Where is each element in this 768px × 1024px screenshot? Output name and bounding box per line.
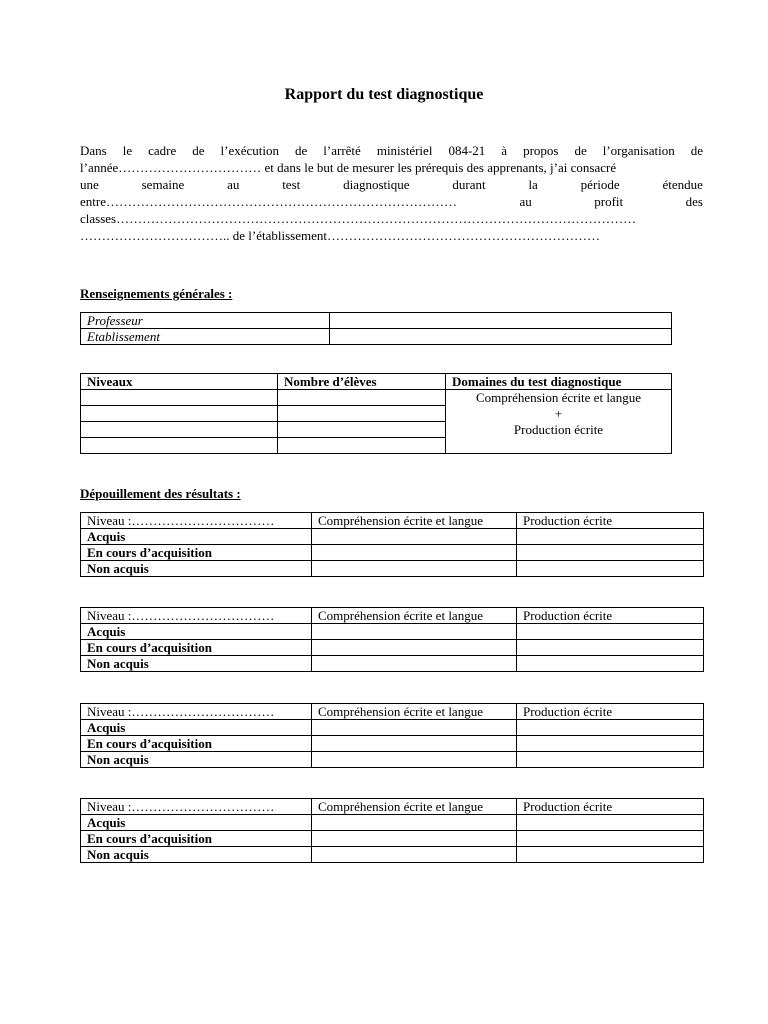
intro-word: test: [282, 177, 301, 192]
results-table: [80, 512, 704, 577]
result-row-label: Non acquis: [81, 561, 312, 577]
intro-line-5: classes…………………………………………………………………………………………………………: [80, 211, 637, 226]
production-cell[interactable]: [517, 815, 704, 831]
comprehension-cell[interactable]: [312, 624, 517, 640]
intro-line-6: …………………………….. de l’établissement………………………………………………………: [80, 228, 600, 243]
intro-word: de: [574, 143, 587, 158]
production-cell[interactable]: [517, 656, 704, 672]
production-cell[interactable]: [517, 736, 704, 752]
production-cell[interactable]: [517, 624, 704, 640]
table-header-row: [81, 513, 704, 529]
comprehension-cell[interactable]: [312, 847, 517, 863]
niveau-label: Niveau :……………………………: [81, 799, 312, 815]
production-cell[interactable]: [517, 545, 704, 561]
domain-comprehension: Compréhension écrite et langue: [476, 390, 641, 405]
intro-word: la: [528, 177, 538, 192]
table-row: [81, 313, 672, 329]
intro-word: durant: [452, 177, 486, 192]
intro-word: cadre: [148, 143, 177, 158]
intro-word: entre………………………………………………………………………: [80, 194, 457, 209]
comprehension-cell[interactable]: [312, 529, 517, 545]
intro-word: ministériel: [376, 143, 433, 158]
nombre-cell[interactable]: [278, 422, 446, 438]
production-header: Production écrite: [517, 513, 704, 529]
comprehension-cell[interactable]: [312, 720, 517, 736]
intro-word: période: [580, 177, 620, 192]
nombre-eleves-header: Nombre d’élèves: [278, 374, 446, 390]
results-table: [80, 703, 704, 768]
intro-word: de: [690, 143, 703, 158]
intro-word: l’exécution: [220, 143, 280, 158]
intro-word: propos: [523, 143, 559, 158]
intro-word: semaine: [141, 177, 185, 192]
results-table: [80, 607, 704, 672]
niveau-cell[interactable]: [81, 390, 278, 406]
intro-word: de: [295, 143, 308, 158]
intro-word: l’organisation: [602, 143, 675, 158]
table-row: [81, 529, 704, 545]
professeur-label: Professeur: [81, 313, 330, 329]
table-row: [81, 815, 704, 831]
intro-line-3: [80, 176, 703, 193]
result-row-label: En cours d’acquisition: [81, 545, 312, 561]
table-row: [81, 545, 704, 561]
table-header-row: [81, 704, 704, 720]
professeur-value[interactable]: [330, 313, 672, 329]
niveau-label: Niveau :……………………………: [81, 608, 312, 624]
result-row-label: Acquis: [81, 815, 312, 831]
intro-word: au: [519, 194, 532, 209]
intro-word: le: [122, 143, 133, 158]
niveau-label: Niveau :……………………………: [81, 513, 312, 529]
comprehension-cell[interactable]: [312, 656, 517, 672]
intro-word: l’arrêté: [323, 143, 361, 158]
comprehension-cell[interactable]: [312, 561, 517, 577]
result-row-label: Acquis: [81, 720, 312, 736]
table-row: [81, 640, 704, 656]
results-heading: Dépouillement des résultats :: [80, 486, 241, 501]
table-row: [81, 847, 704, 863]
table-row: [81, 656, 704, 672]
niveau-cell[interactable]: [81, 406, 278, 422]
comprehension-header: Compréhension écrite et langue: [312, 704, 517, 720]
result-row-label: Acquis: [81, 529, 312, 545]
comprehension-cell[interactable]: [312, 640, 517, 656]
comprehension-header: Compréhension écrite et langue: [312, 608, 517, 624]
comprehension-cell[interactable]: [312, 752, 517, 768]
intro-word: 084-21: [448, 143, 486, 158]
niveau-cell[interactable]: [81, 422, 278, 438]
intro-word: profit: [594, 194, 624, 209]
domain-plus: +: [554, 406, 563, 421]
production-cell[interactable]: [517, 720, 704, 736]
domains-cell: [446, 390, 672, 454]
intro-line-1: [80, 142, 703, 159]
etablissement-label: Etablissement: [81, 329, 330, 345]
nombre-cell[interactable]: [278, 438, 446, 454]
production-cell[interactable]: [517, 561, 704, 577]
intro-paragraph: [80, 142, 703, 244]
table-row: [81, 752, 704, 768]
niveaux-header: Niveaux: [81, 374, 278, 390]
production-cell[interactable]: [517, 831, 704, 847]
table-header-row: [81, 374, 672, 390]
comprehension-cell[interactable]: [312, 736, 517, 752]
production-header: Production écrite: [517, 799, 704, 815]
etablissement-value[interactable]: [330, 329, 672, 345]
result-row-label: Acquis: [81, 624, 312, 640]
intro-word: Dans: [80, 143, 107, 158]
nombre-cell[interactable]: [278, 406, 446, 422]
intro-word: diagnostique: [343, 177, 410, 192]
production-header: Production écrite: [517, 608, 704, 624]
result-row-label: En cours d’acquisition: [81, 736, 312, 752]
intro-word: à: [501, 143, 508, 158]
production-cell[interactable]: [517, 847, 704, 863]
niveau-label: Niveau :……………………………: [81, 704, 312, 720]
results-table: [80, 798, 704, 863]
nombre-cell[interactable]: [278, 390, 446, 406]
comprehension-cell[interactable]: [312, 831, 517, 847]
result-row-label: Non acquis: [81, 656, 312, 672]
production-cell[interactable]: [517, 529, 704, 545]
intro-word: étendue: [662, 177, 703, 192]
table-row: [81, 736, 704, 752]
domaines-header: Domaines du test diagnostique: [446, 374, 672, 390]
intro-line-4: [80, 193, 703, 210]
general-info-heading: Renseignements générales :: [80, 286, 233, 301]
table-header-row: [81, 608, 704, 624]
general-info-table: [80, 312, 672, 345]
result-row-label: Non acquis: [81, 847, 312, 863]
intro-line-2: l’année…………………………… et dans le but de mesurer les prérequis des apprenants, j’ai consacré: [80, 160, 617, 175]
production-cell[interactable]: [517, 640, 704, 656]
result-row-label: En cours d’acquisition: [81, 831, 312, 847]
niveau-cell[interactable]: [81, 438, 278, 454]
intro-word: des: [685, 194, 703, 209]
comprehension-cell[interactable]: [312, 545, 517, 561]
intro-word: de: [192, 143, 205, 158]
table-header-row: [81, 799, 704, 815]
table-row: [81, 624, 704, 640]
table-row: [81, 390, 672, 406]
production-header: Production écrite: [517, 704, 704, 720]
levels-table: [80, 373, 672, 454]
intro-word: une: [80, 177, 99, 192]
domain-production: Production écrite: [513, 422, 604, 437]
result-row-label: Non acquis: [81, 752, 312, 768]
production-cell[interactable]: [517, 752, 704, 768]
table-row: [81, 329, 672, 345]
comprehension-cell[interactable]: [312, 815, 517, 831]
table-row: [81, 831, 704, 847]
table-row: [81, 720, 704, 736]
comprehension-header: Compréhension écrite et langue: [312, 799, 517, 815]
result-row-label: En cours d’acquisition: [81, 640, 312, 656]
intro-word: au: [227, 177, 240, 192]
document-title: Rapport du test diagnostique: [284, 86, 484, 103]
comprehension-header: Compréhension écrite et langue: [312, 513, 517, 529]
table-row: [81, 561, 704, 577]
